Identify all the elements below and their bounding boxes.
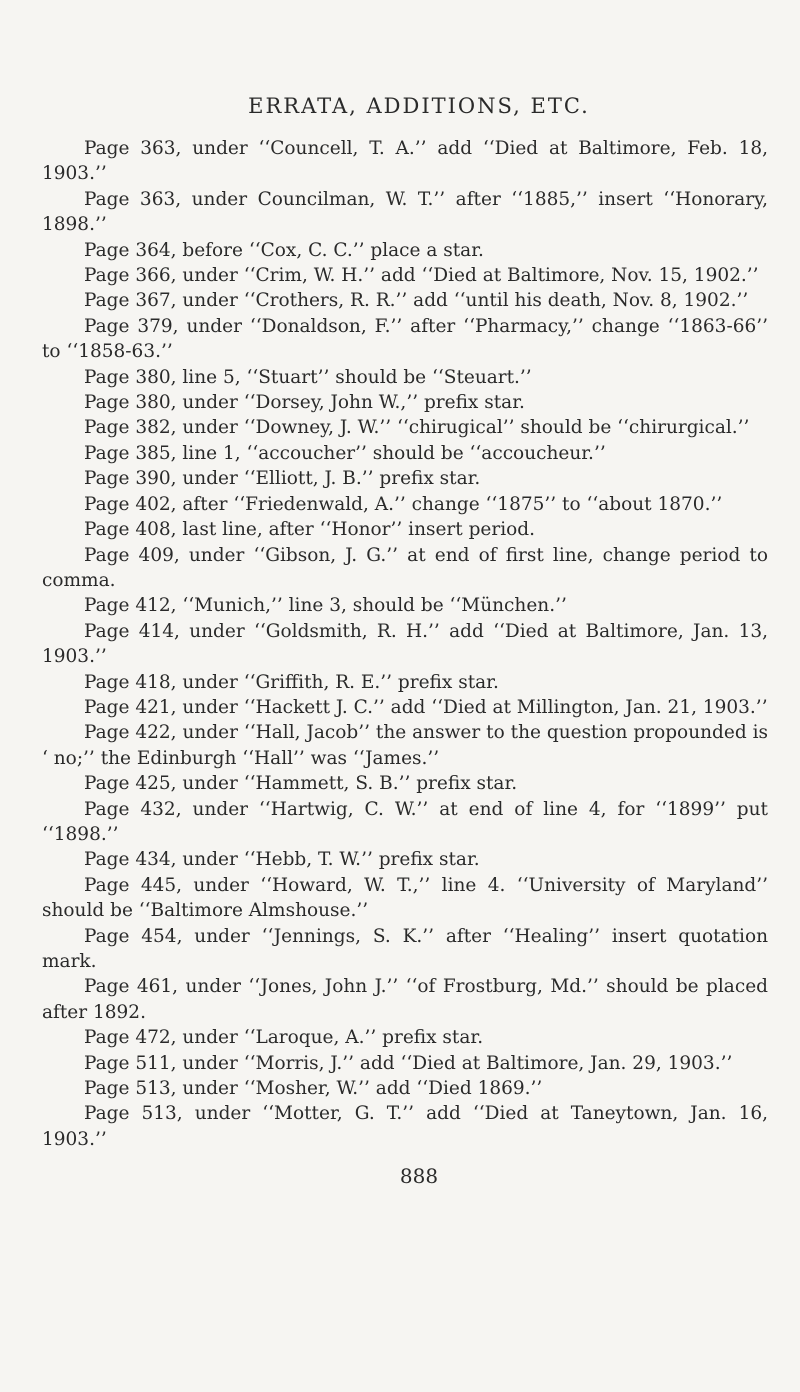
errata-entry: Page 367, under ‘‘Crothers, R. R.’’ add ‘‘until his death, Nov. 8, 1902.’’ [84, 290, 749, 312]
errata-entry: Page 364, before ‘‘Cox, C. C.’’ place a star. [84, 239, 484, 261]
errata-entry: Page 402, after ‘‘Friedenwald, A.’’ change ‘‘1875’’ to ‘‘about 1870.’’ [84, 493, 723, 515]
errata-entry: Page 445, under ‘‘Howard, W. T.,’’ line 4. ‘‘University of Maryland’’ should be ‘‘Baltimore Almshouse.’’ [42, 874, 768, 922]
errata-entry: Page 454, under ‘‘Jennings, S. K.’’ after ‘‘Healing’’ insert quotation mark. [42, 925, 768, 972]
errata-entry: Page 385, line 1, ‘‘accoucher’’ should be ‘‘accoucheur.’’ [84, 442, 606, 464]
errata-entry: Page 379, under ‘‘Donaldson, F.’’ after ‘‘Pharmacy,’’ change ‘‘1863-66’’ to ‘‘1858-63.’’ [42, 315, 768, 363]
errata-entry: Page 434, under ‘‘Hebb, T. W.’’ prefix star. [84, 849, 480, 871]
errata-entry: Page 366, under ‘‘Crim, W. H.’’ add ‘‘Died at Baltimore, Nov. 15, 1902.’’ [84, 265, 759, 287]
errata-entry: Page 422, under ‘‘Hall, Jacob’’ the answer to the question propounded is ‘ no;’’ the Edinburgh ‘‘Hall’’ was ‘‘James.’’ [42, 722, 768, 769]
errata-entry: Page 511, under ‘‘Morris, J.’’ add ‘‘Died at Baltimore, Jan. 29, 1903.’’ [84, 1052, 733, 1074]
errata-entry: Page 380, line 5, ‘‘Stuart’’ should be ‘‘Steuart.’’ [84, 366, 532, 388]
errata-entry: Page 472, under ‘‘Laroque, A.’’ prefix star. [84, 1027, 484, 1049]
errata-entry: Page 382, under ‘‘Downey, J. W.’’ ‘‘chirugical’’ should be ‘‘chirurgical.’’ [84, 417, 750, 439]
page-number: 888 [399, 1164, 439, 1189]
errata-list [42, 136, 768, 1152]
errata-entry: Page 414, under ‘‘Goldsmith, R. H.’’ add ‘‘Died at Baltimore, Jan. 13, 1903.’’ [42, 620, 768, 668]
errata-entry: Page 380, under ‘‘Dorsey, John W.,’’ prefix star. [84, 392, 525, 414]
errata-entry: Page 412, ‘‘Munich,’’ line 3, should be ‘‘München.’’ [84, 595, 567, 617]
page-heading: ERRATA, ADDITIONS, ETC. [248, 94, 590, 118]
errata-entry: Page 390, under ‘‘Elliott, J. B.’’ prefix star. [84, 468, 481, 490]
errata-entry: Page 432, under ‘‘Hartwig, C. W.’’ at end of line 4, for ‘‘1899’’ put ‘‘1898.’’ [42, 798, 768, 845]
errata-entry: Page 418, under ‘‘Griffith, R. E.’’ prefix star. [84, 671, 499, 693]
errata-entry: Page 421, under ‘‘Hackett J. C.’’ add ‘‘Died at Millington, Jan. 21, 1903.’’ [84, 696, 768, 718]
errata-entry: Page 363, under ‘‘Councell, T. A.’’ add ‘‘Died at Baltimore, Feb. 18, 1903.’’ [42, 138, 768, 185]
errata-entry: Page 461, under ‘‘Jones, John J.’’ ‘‘of Frostburg, Md.’’ should be placed after 1892. [42, 976, 768, 1023]
errata-entry: Page 513, under ‘‘Mosher, W.’’ add ‘‘Died 1869.’’ [84, 1078, 543, 1100]
errata-entry: Page 425, under ‘‘Hammett, S. B.’’ prefix star. [84, 773, 518, 795]
errata-entry: Page 513, under ‘‘Motter, G. T.’’ add ‘‘Died at Taneytown, Jan. 16, 1903.’’ [42, 1103, 768, 1150]
errata-entry: Page 409, under ‘‘Gibson, J. G.’’ at end of first line, change period to comma. [42, 544, 768, 591]
errata-entry: Page 408, last line, after ‘‘Honor’’ insert period. [84, 519, 536, 541]
errata-entry: Page 363, under Councilman, W. T.’’ after ‘‘1885,’’ insert ‘‘Honorary, 1898.’’ [42, 188, 768, 236]
